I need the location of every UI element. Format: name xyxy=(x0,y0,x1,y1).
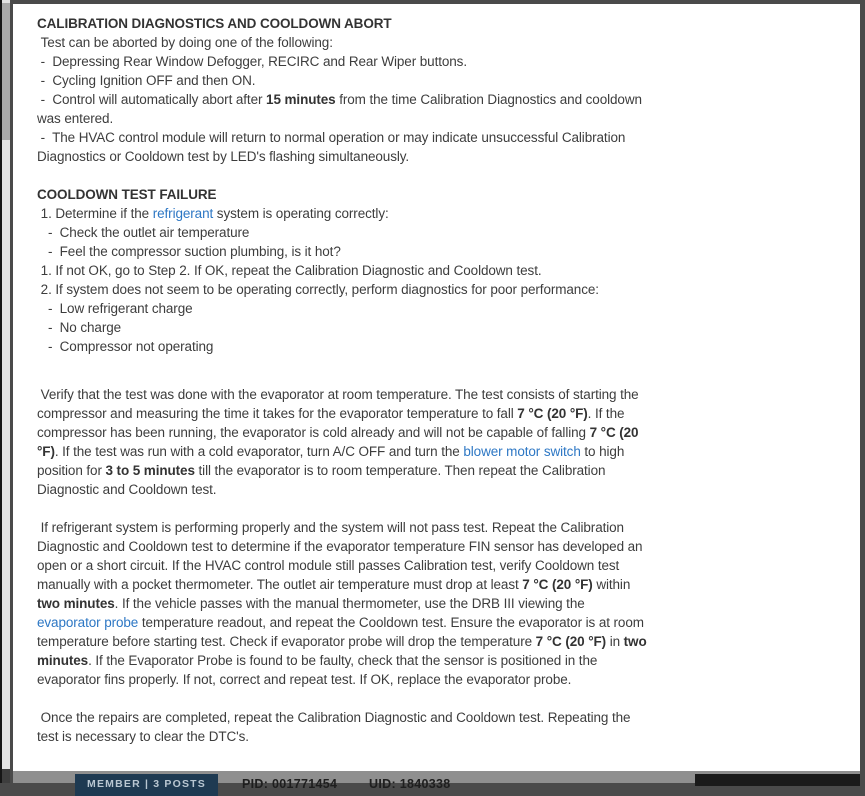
paragraph xyxy=(37,128,651,166)
text-run: - Low refrigerant charge xyxy=(37,301,193,316)
text-run: COOLDOWN TEST FAILURE xyxy=(37,187,217,202)
text-run: to high position for xyxy=(37,444,628,478)
text-run: CALIBRATION DIAGNOSTICS AND COOLDOWN ABORT xyxy=(37,16,392,31)
inline-link[interactable]: blower motor switch xyxy=(463,444,581,459)
text-run: till the evaporator is to room temperature. Then repeat the Calibration Diagnostic and Cooldown test. xyxy=(37,463,610,497)
inline-link[interactable]: evaporator probe xyxy=(37,615,139,630)
post-id-stat: PID: 001771454 xyxy=(242,777,338,791)
section-heading xyxy=(37,185,651,204)
left-edge xyxy=(0,0,2,783)
text-run: system is operating correctly: xyxy=(213,206,389,221)
paragraph xyxy=(37,385,651,499)
text-run: . If the test was run with a cold evaporator, turn A/C OFF and turn the xyxy=(54,444,464,459)
text-run: 1. If not OK, go to Step 2. If OK, repeat the Calibration Diagnostic and Cooldown test. xyxy=(37,263,542,278)
member-badge: MEMBER | 3 POSTS xyxy=(75,774,218,796)
scrollbar-bottom-cap xyxy=(2,769,10,783)
scrollbar-thumb[interactable] xyxy=(2,3,10,140)
footer-dark-panel xyxy=(695,774,860,786)
text-run: in xyxy=(606,634,624,649)
text-run: - Control will automatically abort after xyxy=(37,92,267,107)
text-run: Test can be aborted by doing one of the following: xyxy=(37,35,333,50)
text-run: 15 minutes xyxy=(266,92,336,107)
text-run: 7 °C (20 °F) xyxy=(37,425,643,459)
post-ids xyxy=(242,774,478,791)
paragraph xyxy=(37,518,651,689)
text-run: 3 to 5 minutes xyxy=(105,463,195,478)
text-run: - Compressor not operating xyxy=(37,339,214,354)
text-run: two minutes xyxy=(37,596,115,611)
section-heading xyxy=(37,14,651,33)
document-content xyxy=(37,4,651,746)
text-run: Verify that the test was done with the evaporator at room temperature. The test consists of starting the compressor and measuring the time it takes for the evaporator temperature to fall xyxy=(37,387,643,421)
paragraph xyxy=(37,204,651,223)
paragraph xyxy=(37,71,651,90)
text-run: - No charge xyxy=(37,320,122,335)
text-run: 7 °C (20 °F) xyxy=(535,634,607,649)
paragraph xyxy=(37,52,651,71)
text-run: . If the compressor has been running, the evaporator is cold already and will not be capable of falling xyxy=(37,406,629,440)
text-run: two minutes xyxy=(37,634,651,668)
paragraph xyxy=(37,337,651,356)
text-run: Once the repairs are completed, repeat the Calibration Diagnostic and Cooldown test. Repeating the test is necessary to clear the DTC's. xyxy=(37,710,635,744)
text-run: - Feel the compressor suction plumbing, is it hot? xyxy=(37,244,341,259)
paragraph xyxy=(37,242,651,261)
text-run: If refrigerant system is performing properly and the system will not pass test. Repeat the Calibration Diagnostic and Cooldown test to determine if the evaporator temperature FIN sensor has developed an open or a short circuit. If the HVAC control module still passes Calibration test, verify Cooldown test manually with a pocket thermometer. The outlet air temperature must drop at least xyxy=(37,520,647,592)
text-run: - Depressing Rear Window Defogger, RECIRC and Rear Wiper buttons. xyxy=(37,54,467,69)
text-run: 1. Determine if the xyxy=(37,206,153,221)
text-run: . If the vehicle passes with the manual thermometer, use the DRB III viewing the xyxy=(114,596,589,611)
paragraph xyxy=(37,223,651,242)
inline-link[interactable]: refrigerant xyxy=(152,206,214,221)
paragraph xyxy=(37,280,651,299)
paragraph xyxy=(37,261,651,280)
scrollbar[interactable] xyxy=(2,0,10,783)
text-run: 2. If system does not seem to be operating correctly, perform diagnostics for poor performance: xyxy=(37,282,599,297)
text-run: from the time Calibration Diagnostics and cooldown was entered. xyxy=(37,92,646,126)
post-page xyxy=(13,4,860,791)
paragraph xyxy=(37,299,651,318)
paragraph xyxy=(37,90,651,128)
text-run: within xyxy=(592,577,634,592)
text-run: 7 °C (20 °F) xyxy=(522,577,593,592)
paragraph xyxy=(37,708,651,746)
text-run: - Check the outlet air temperature xyxy=(37,225,250,240)
text-run: temperature readout, and repeat the Cooldown test. Ensure the evaporator is at room temperature before starting test. Check if evaporator probe will drop the temperature xyxy=(37,615,648,649)
paragraph xyxy=(37,33,651,52)
text-run: 7 °C (20 °F) xyxy=(517,406,588,421)
text-run: . If the Evaporator Probe is found to be faulty, check that the sensor is positioned in the evaporator fins properly. If not, correct and repeat test. If OK, replace the evaporator probe. xyxy=(37,653,601,687)
post-footer-bar xyxy=(13,771,860,791)
text-run: - Cycling Ignition OFF and then ON. xyxy=(37,73,256,88)
text-run: - The HVAC control module will return to normal operation or may indicate unsuccessful Calibration Diagnostics or Cooldown test by LED's flashing simultaneously. xyxy=(37,130,629,164)
paragraph xyxy=(37,318,651,337)
user-id-stat: UID: 1840338 xyxy=(369,777,451,791)
